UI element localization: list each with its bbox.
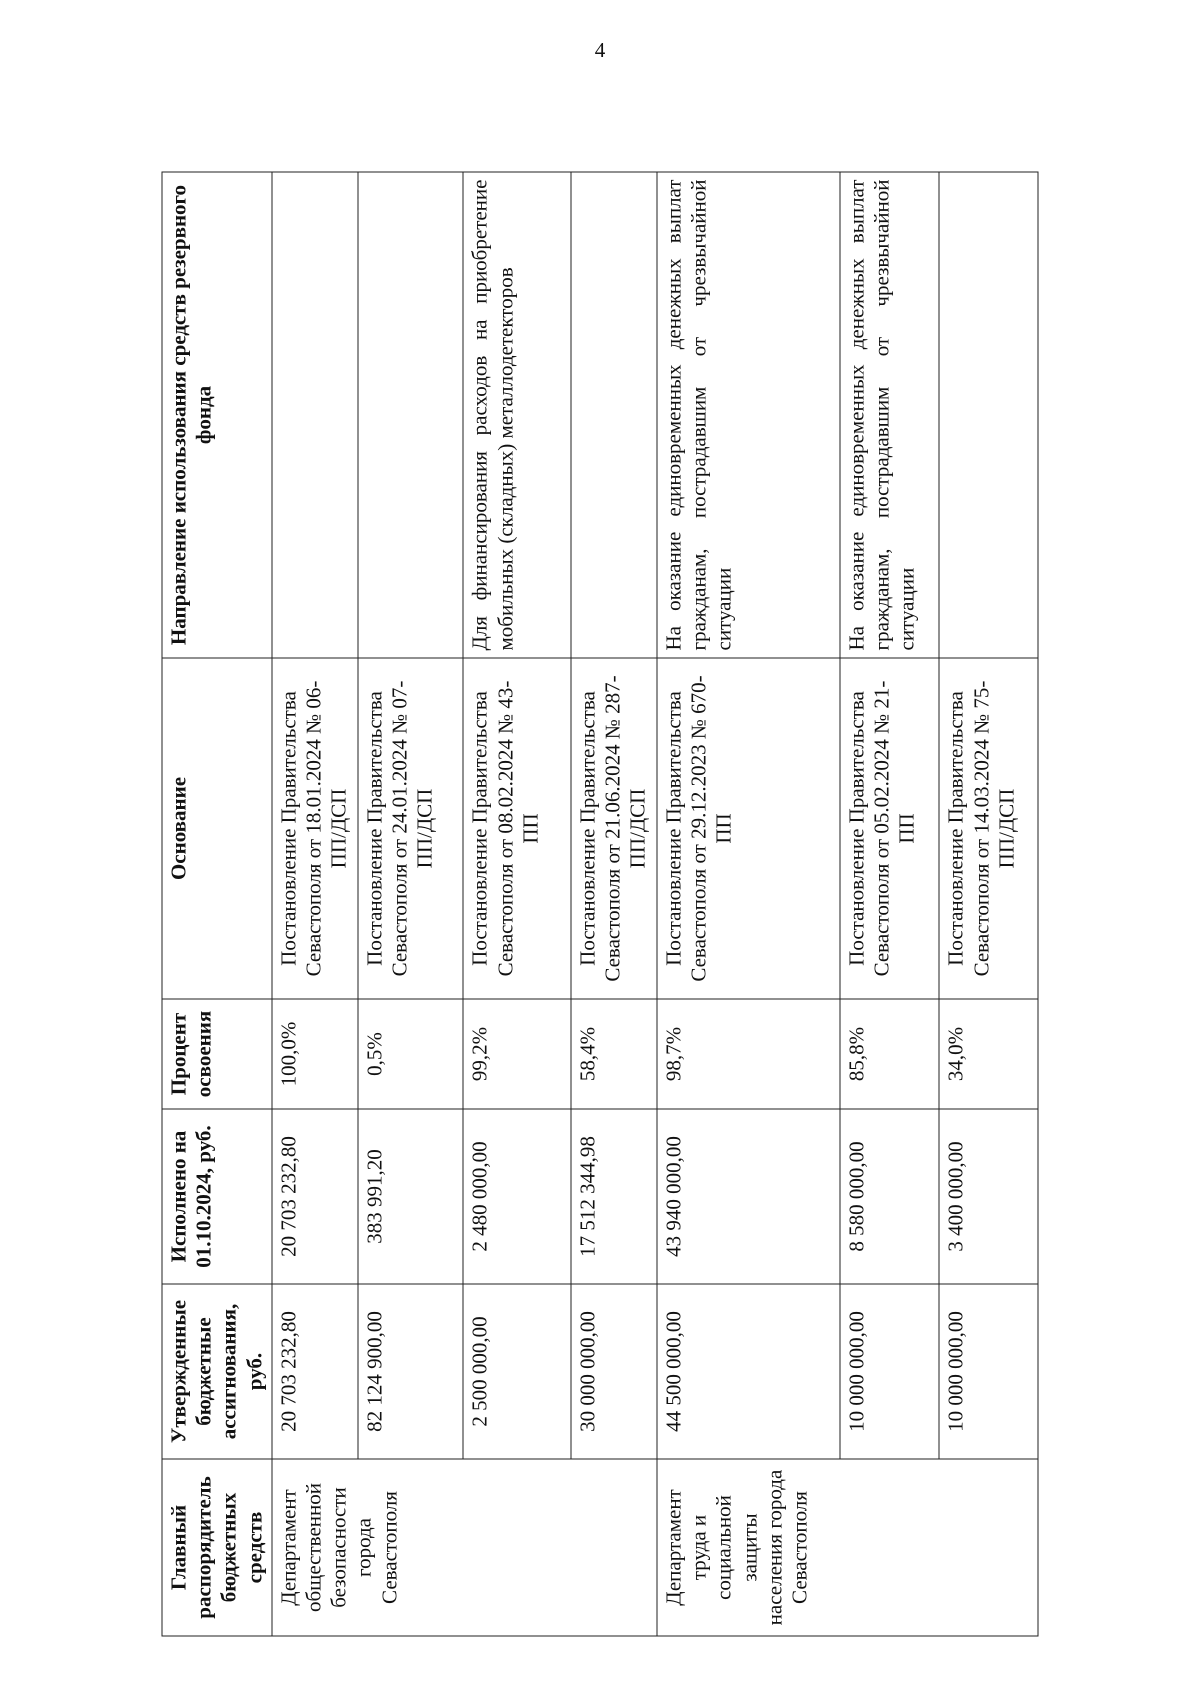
- executed-cell: 43 940 000,00: [657, 1109, 840, 1284]
- percent-cell: 34,0%: [939, 999, 1038, 1109]
- table-row: [358, 172, 464, 1636]
- approved-cell: 20 703 232,80: [272, 1284, 358, 1459]
- header-direction: Направление использования средств резервного фонда: [162, 172, 272, 658]
- basis-cell: Постановление Правительства Севастополя от 08.02.2024 № 43-ПП: [463, 658, 571, 999]
- basis-cell: Постановление Правительства Севастополя от 05.02.2024 № 21-ПП: [840, 658, 940, 999]
- table-row: [571, 172, 657, 1636]
- percent-cell: 58,4%: [571, 999, 657, 1109]
- distributor-cell: Департамент труда и социальной защиты населения города Севастополя: [657, 1459, 1038, 1636]
- reserve-fund-table: [162, 172, 1039, 1637]
- executed-cell: 2 480 000,00: [463, 1109, 571, 1284]
- table-row: [463, 172, 571, 1636]
- header-executed: Исполнено на 01.10.2024, руб.: [162, 1109, 272, 1284]
- approved-cell: 10 000 000,00: [939, 1284, 1038, 1459]
- basis-cell: Постановление Правительства Севастополя от 24.01.2024 № 07-ПП/ДСП: [358, 658, 464, 999]
- table-row: [657, 172, 840, 1636]
- approved-cell: 2 500 000,00: [463, 1284, 571, 1459]
- executed-cell: 8 580 000,00: [840, 1109, 940, 1284]
- executed-cell: 17 512 344,98: [571, 1109, 657, 1284]
- distributor-cell: Департамент общественной безопасности города Севастополя: [272, 1459, 657, 1636]
- percent-cell: 0,5%: [358, 999, 464, 1109]
- executed-cell: 20 703 232,80: [272, 1109, 358, 1284]
- header-approved: Утвержденные бюджетные ассигнования, руб.: [162, 1284, 272, 1459]
- direction-cell: Для финансирования расходов на приобретение мобильных (складных) металлодетекторов: [463, 172, 571, 658]
- reserve-fund-table-rotated: [162, 173, 1039, 1637]
- basis-cell: Постановление Правительства Севастополя от 18.01.2024 № 06-ПП/ДСП: [272, 658, 358, 999]
- header-distributor: Главный распорядитель бюджетных средств: [162, 1459, 272, 1636]
- percent-cell: 85,8%: [840, 999, 940, 1109]
- basis-cell: Постановление Правительства Севастополя от 21.06.2024 № 287-ПП/ДСП: [571, 658, 657, 999]
- approved-cell: 82 124 900,00: [358, 1284, 464, 1459]
- basis-cell: Постановление Правительства Севастополя от 29.12.2023 № 670-ПП: [657, 658, 840, 999]
- executed-cell: 383 991,20: [358, 1109, 464, 1284]
- table-row: [840, 172, 940, 1636]
- header-basis: Основание: [162, 658, 272, 999]
- table-header-row: [162, 172, 272, 1636]
- percent-cell: 99,2%: [463, 999, 571, 1109]
- approved-cell: 10 000 000,00: [840, 1284, 940, 1459]
- direction-cell: [272, 172, 358, 658]
- page-number: 4: [594, 38, 606, 62]
- direction-cell: На оказание единовременных денежных выплат гражданам, пострадавшим от чрезвычайной ситуации: [657, 172, 840, 658]
- header-percent: Процент освоения: [162, 999, 272, 1109]
- executed-cell: 3 400 000,00: [939, 1109, 1038, 1284]
- direction-cell: [939, 172, 1038, 658]
- basis-cell: Постановление Правительства Севастополя от 14.03.2024 № 75-ПП/ДСП: [939, 658, 1038, 999]
- approved-cell: 44 500 000,00: [657, 1284, 840, 1459]
- table-row: [272, 172, 358, 1636]
- direction-cell: [571, 172, 657, 658]
- direction-cell: [358, 172, 464, 658]
- percent-cell: 100,0%: [272, 999, 358, 1109]
- approved-cell: 30 000 000,00: [571, 1284, 657, 1459]
- percent-cell: 98,7%: [657, 999, 840, 1109]
- table-row: [939, 172, 1038, 1636]
- direction-cell: На оказание единовременных денежных выплат гражданам, пострадавшим от чрезвычайной ситуации: [840, 172, 940, 658]
